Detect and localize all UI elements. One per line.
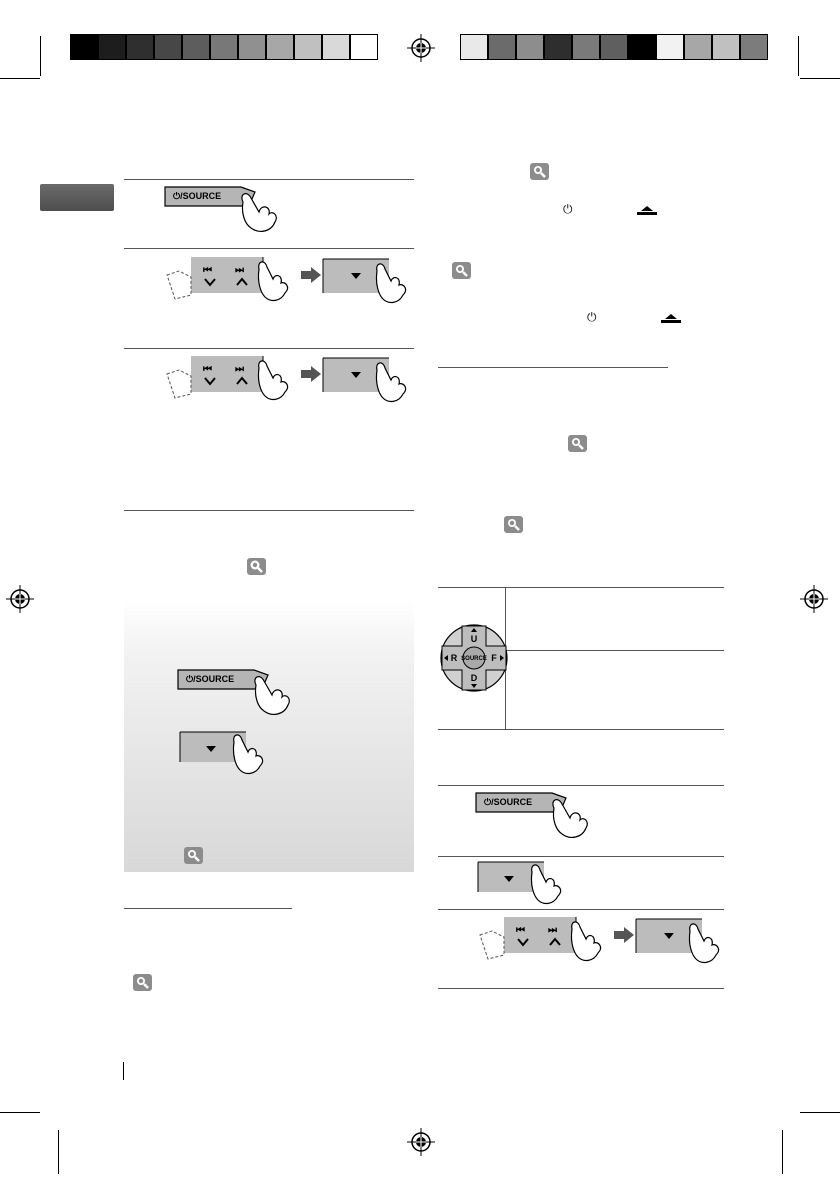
- table-border: [438, 587, 724, 588]
- color-swatch: [126, 34, 154, 60]
- rocker-down-label: D: [470, 673, 478, 683]
- crop-mark: [800, 1112, 840, 1113]
- source-button-label: ⏻/SOURCE: [484, 797, 533, 807]
- color-swatch: [600, 34, 628, 60]
- crop-mark: [782, 1130, 783, 1174]
- color-swatch: [266, 34, 294, 60]
- divider: [124, 179, 414, 180]
- divider: [124, 348, 414, 349]
- divider: [438, 988, 724, 989]
- color-swatch: [70, 34, 98, 60]
- color-swatch: [350, 34, 378, 60]
- registration-mark-icon: [800, 585, 828, 613]
- arrow-right-icon: [614, 927, 634, 943]
- arrow-right-icon: [301, 366, 321, 382]
- divider: [438, 909, 724, 910]
- magnifier-icon: [568, 435, 587, 452]
- crop-mark: [58, 1130, 59, 1174]
- magnifier-icon: [133, 974, 152, 991]
- color-swatch: [628, 34, 656, 60]
- hand-press-icon: [233, 735, 262, 774]
- color-swatch: [460, 34, 488, 60]
- divider: [124, 248, 414, 249]
- skip-forward-icon: ⏭: [235, 364, 244, 375]
- skip-back-icon: ⏮: [516, 925, 525, 936]
- hand-press-icon: [571, 922, 600, 961]
- color-swatch: [182, 34, 210, 60]
- magnifier-icon: [184, 847, 203, 864]
- color-swatch: [544, 34, 572, 60]
- magnifier-icon: [504, 516, 523, 533]
- hand-press-icon: [689, 924, 718, 963]
- eject-icon: [659, 312, 683, 324]
- skip-buttons-illustration: [478, 915, 728, 972]
- color-swatch: [488, 34, 516, 60]
- skip-forward-icon: ⏭: [548, 925, 557, 936]
- divider: [124, 510, 414, 511]
- language-tab: [40, 184, 114, 211]
- section-underline: [438, 367, 668, 368]
- hand-press-icon: [242, 194, 276, 232]
- hand-press-icon: [376, 363, 405, 402]
- magnifier-icon: [247, 558, 266, 575]
- color-swatch: [210, 34, 238, 60]
- divider: [438, 856, 724, 857]
- rocker-control-illustration: [438, 622, 510, 694]
- down-button-illustration: [476, 858, 576, 913]
- rocker-left-label: R: [450, 653, 458, 663]
- crop-mark: [798, 36, 799, 76]
- skip-back-icon: ⏮: [203, 364, 212, 375]
- source-button-label: ⏻/SOURCE: [186, 674, 235, 684]
- color-swatch: [322, 34, 350, 60]
- color-swatch: [294, 34, 322, 60]
- magnifier-icon: [452, 262, 471, 279]
- table-border: [505, 650, 724, 651]
- color-swatch: [684, 34, 712, 60]
- page-number-rule: [123, 1062, 124, 1080]
- crop-mark: [0, 78, 40, 79]
- hand-press-icon: [553, 800, 587, 838]
- hand-press-icon: [376, 264, 405, 303]
- color-swatch: [98, 34, 126, 60]
- power-icon: ⏻: [587, 310, 597, 324]
- table-border: [438, 729, 724, 730]
- source-button-illustration: [474, 790, 594, 845]
- hand-press-icon: [258, 262, 287, 301]
- down-button-illustration: [178, 728, 278, 783]
- crop-mark: [40, 36, 41, 76]
- source-button-illustration: [163, 184, 283, 239]
- skip-buttons-illustration: [165, 255, 415, 310]
- color-swatch: [740, 34, 768, 60]
- magnifier-icon: [530, 163, 549, 180]
- crop-mark: [0, 1112, 40, 1113]
- color-swatch: [712, 34, 740, 60]
- hand-press-icon: [255, 677, 289, 715]
- color-swatch: [572, 34, 600, 60]
- color-swatch: [238, 34, 266, 60]
- registration-mark-icon: [407, 1128, 435, 1156]
- hand-press-icon: [258, 361, 287, 400]
- skip-buttons-illustration: [165, 354, 415, 411]
- eject-icon: [635, 204, 659, 216]
- color-swatch: [656, 34, 684, 60]
- skip-forward-icon: ⏭: [235, 265, 244, 276]
- power-icon: ⏻: [563, 202, 573, 216]
- color-swatch: [154, 34, 182, 60]
- arrow-right-icon: [301, 267, 321, 283]
- color-swatch: [516, 34, 544, 60]
- source-button-label: ⏻/SOURCE: [173, 191, 222, 201]
- rocker-source-label: SOURCE: [461, 656, 487, 662]
- rocker-right-label: F: [491, 653, 497, 663]
- crop-mark: [800, 78, 840, 79]
- registration-mark-icon: [6, 585, 34, 613]
- skip-back-icon: ⏮: [203, 265, 212, 276]
- section-underline: [124, 908, 292, 909]
- divider: [438, 785, 724, 786]
- hand-press-icon: [531, 865, 560, 904]
- registration-mark-icon: [407, 34, 435, 62]
- rocker-up-label: U: [470, 634, 478, 644]
- source-button-illustration: [176, 667, 296, 722]
